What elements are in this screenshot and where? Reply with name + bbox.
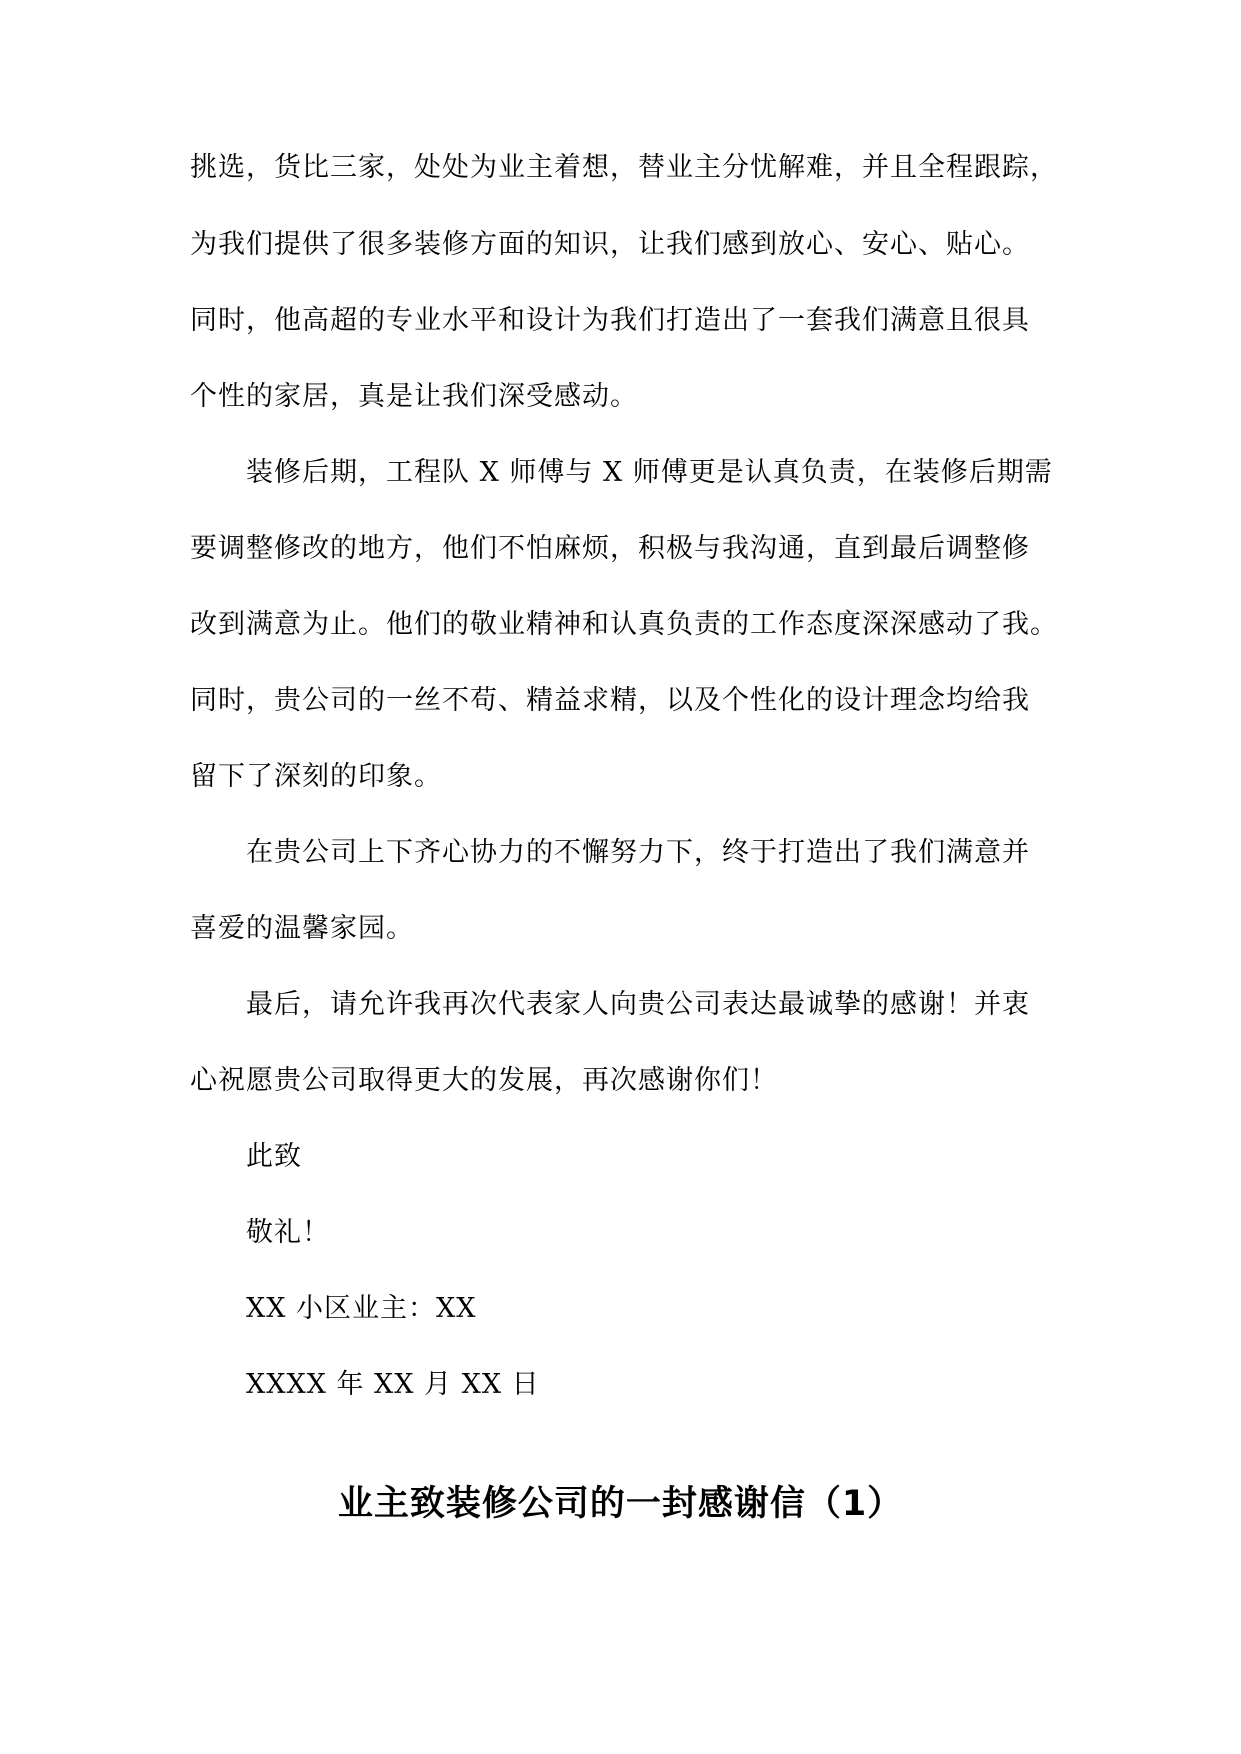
body-line-12: 最后，请允许我再次代表家人向贵公司表达最诚挚的感谢！并衷 [246,989,1030,1020]
section-title: 业主致装修公司的一封感谢信（1） [337,1484,904,1524]
body-line-4: 个性的家居，真是让我们深受感动。 [190,381,638,412]
closing-date: XXXX 年 XX 月 XX 日 [246,1369,540,1400]
closing-signature: XX 小区业主：XX [246,1293,477,1324]
body-line-11: 喜爱的温馨家园。 [190,913,414,944]
closing-salutation: 此致 [246,1141,302,1172]
body-line-9: 留下了深刻的印象。 [190,761,442,792]
body-line-5: 装修后期，工程队 X 师傅与 X 师傅更是认真负责，在装修后期需 [246,457,1053,488]
body-line-6: 要调整修改的地方，他们不怕麻烦，积极与我沟通，直到最后调整修 [190,533,1030,564]
body-line-7: 改到满意为止。他们的敬业精神和认真负责的工作态度深深感动了我。 [190,609,1058,640]
body-line-3: 同时，他高超的专业水平和设计为我们打造出了一套我们满意且很具 [190,305,1030,336]
body-line-10: 在贵公司上下齐心协力的不懈努力下，终于打造出了我们满意并 [246,837,1030,868]
body-line-1: 挑选，货比三家，处处为业主着想，替业主分忧解难，并且全程跟踪， [190,152,1058,183]
body-line-2: 为我们提供了很多装修方面的知识，让我们感到放心、安心、贴心。 [190,229,1030,260]
closing-regards: 敬礼！ [246,1217,330,1248]
body-line-13: 心祝愿贵公司取得更大的发展，再次感谢你们！ [190,1065,778,1096]
body-line-8: 同时，贵公司的一丝不苟、精益求精，以及个性化的设计理念均给我 [190,685,1030,716]
